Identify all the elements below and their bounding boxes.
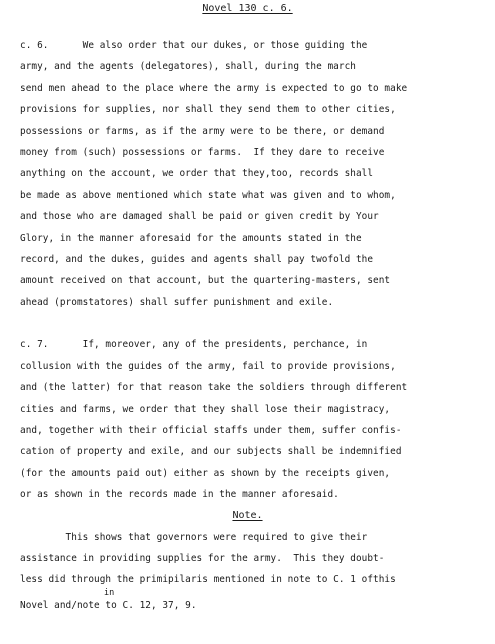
text-line: provisions for supplies, nor shall they send them to other cities, [20,104,396,115]
text-line: anything on the account, we order that they,too, records shall [20,168,374,179]
text-line: assistance in providing supplies for the army. This they doubt- [20,553,385,564]
text-line: send men ahead to the place where the army is expected to go to make [20,83,408,94]
text-line: army, and the agents (delegatores), shall, during the march [20,61,356,72]
text-line: This shows that governors were required to give their [20,532,368,543]
text-line: collusion with the guides of the army, fail to provide provisions, [20,361,396,372]
note-heading: Note. [232,510,263,521]
text-line: cation of property and exile, and our subjects shall be indemnified [20,446,402,457]
text-line: and those who are damaged shall be paid or given credit by Your [20,211,379,222]
text-line: (for the amounts paid out) either as shown by the receipts given, [20,468,391,479]
text-line: c. 6. We also order that our dukes, or those guiding the [20,40,368,51]
text-line: less did through the primipilaris mentioned in note to C. 1 ofthis [20,574,396,585]
text-line: c. 7. If, moreover, any of the presidents, perchance, in [20,339,368,350]
text-line: be made as above mentioned which state what was given and to whom, [20,190,396,201]
page-title: Novel 130 c. 6. [202,3,293,14]
text-line: record, and the dukes, guides and agents shall pay twofold the [20,254,374,265]
inserted-word: in [104,588,115,598]
text-line: possessions or farms, as if the army were to be there, or demand [20,126,385,137]
text-line: money from (such) possessions or farms. If they dare to receive [20,147,385,158]
text-line: or as shown in the records made in the manner aforesaid. [20,489,339,500]
text-line: and (the latter) for that reason take the soldiers through different [20,382,408,393]
text-line: amount received on that account, but the quartering-masters, sent [20,275,391,286]
text-line: Glory, in the manner aforesaid for the amounts stated in the [20,233,362,244]
text-line: Novel and/note to C. 12, 37, 9. [20,600,197,611]
text-line: ahead (promstatores) shall suffer punishment and exile. [20,297,334,308]
text-line: cities and farms, we order that they shall lose their magistracy, [20,404,391,415]
text-line: and, together with their official staffs under them, suffer confis- [20,425,402,436]
